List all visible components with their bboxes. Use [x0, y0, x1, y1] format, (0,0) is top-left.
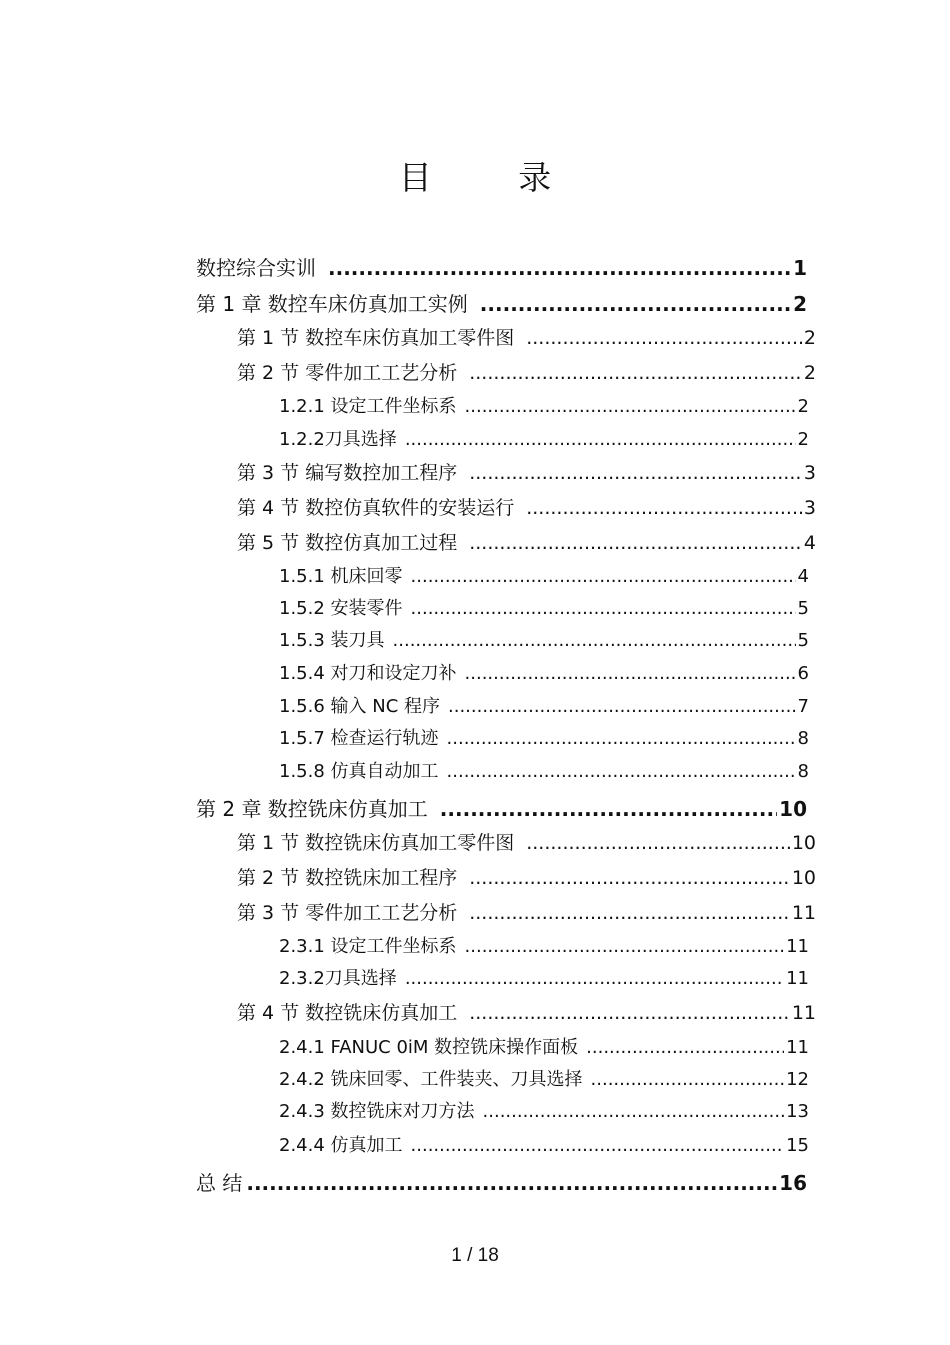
toc-entry-page: 13 [786, 1101, 809, 1122]
toc-leader-dots [469, 462, 802, 484]
toc-entry-page: 6 [797, 663, 809, 684]
toc-entry[interactable] [237, 358, 816, 388]
toc-entry[interactable] [279, 964, 809, 994]
toc-entry-label: 1.2.1 设定工件坐标系 [279, 396, 457, 417]
toc-entry[interactable] [279, 1033, 809, 1063]
toc-entry-label: 第 2 章 数控铣床仿真加工 [196, 797, 428, 821]
toc-entry[interactable] [237, 528, 816, 558]
toc-leader-dots [405, 968, 784, 989]
toc-leader-dots [411, 598, 796, 619]
toc-entry[interactable] [279, 562, 809, 592]
toc-entry-label: 1.5.1 机床回零 [279, 566, 403, 587]
toc-entry-page: 2 [803, 362, 816, 384]
toc-entry[interactable] [237, 863, 816, 893]
toc-entry-page: 2 [803, 327, 816, 349]
toc-entry-label: 2.4.2 铣床回零、工件装夹、刀具选择 [279, 1069, 583, 1090]
toc-entry[interactable] [237, 458, 816, 488]
toc-leader-dots [440, 797, 777, 821]
toc-entry-label: 第 3 节 零件加工工艺分析 [237, 902, 458, 924]
toc-leader-dots [591, 1069, 785, 1090]
toc-entry-page: 11 [786, 1037, 809, 1058]
toc-entry[interactable] [196, 288, 807, 318]
toc-entry-page: 15 [786, 1135, 809, 1156]
toc-leader-dots [465, 936, 785, 957]
toc-entry-label: 总 结 [196, 1171, 243, 1195]
toc-entry-page: 8 [797, 728, 809, 749]
toc-entry-label: 第 1 章 数控车床仿真加工实例 [196, 292, 468, 316]
toc-entry-label: 第 2 节 零件加工工艺分析 [237, 362, 458, 384]
toc-entry[interactable] [279, 594, 809, 624]
toc-entry[interactable] [196, 793, 807, 823]
page-title: 目 录 [398, 158, 590, 197]
toc-entry[interactable] [237, 898, 816, 928]
page-number: 1 / 18 [451, 1245, 499, 1266]
toc-leader-dots [411, 566, 796, 587]
toc-entry-page: 4 [797, 566, 809, 587]
toc-leader-dots [465, 396, 796, 417]
toc-entry[interactable] [237, 998, 816, 1028]
toc-entry-label: 第 4 节 数控铣床仿真加工 [237, 1002, 458, 1024]
toc-entry-page: 2 [797, 429, 809, 450]
toc-entry-page: 2 [797, 396, 809, 417]
toc-leader-dots [328, 256, 791, 280]
toc-entry[interactable] [237, 323, 816, 353]
toc-entry[interactable] [196, 252, 807, 282]
toc-entry-page: 8 [797, 761, 809, 782]
toc-entry-page: 3 [803, 462, 816, 484]
toc-entry-label: 第 4 节 数控仿真软件的安装运行 [237, 497, 515, 519]
toc-leader-dots [526, 832, 790, 854]
toc-entry[interactable] [237, 828, 816, 858]
toc-entry-page: 4 [803, 532, 816, 554]
toc-entry-label: 2.3.2刀具选择 [279, 968, 397, 989]
toc-entry-page: 5 [797, 598, 809, 619]
toc-entry[interactable] [196, 1167, 807, 1197]
toc-leader-dots [246, 1171, 777, 1195]
toc-leader-dots [469, 362, 802, 384]
toc-entry-label: 第 1 节 数控车床仿真加工零件图 [237, 327, 515, 349]
toc-entry[interactable] [279, 757, 809, 787]
toc-leader-dots [393, 630, 796, 651]
toc-entry-label: 1.5.4 对刀和设定刀补 [279, 663, 457, 684]
toc-entry-page: 10 [791, 867, 816, 889]
toc-entry-page: 3 [803, 497, 816, 519]
toc-entry-page: 16 [779, 1171, 807, 1195]
toc-entry-page: 11 [786, 968, 809, 989]
toc-entry-page: 11 [786, 936, 809, 957]
toc-entry[interactable] [279, 1097, 809, 1127]
toc-leader-dots [526, 497, 802, 519]
toc-entry-page: 11 [791, 902, 816, 924]
toc-leader-dots [447, 761, 796, 782]
toc-entry-label: 2.4.3 数控铣床对刀方法 [279, 1101, 475, 1122]
toc-entry-page: 7 [797, 696, 809, 717]
toc-leader-dots [465, 663, 796, 684]
toc-entry-label: 数控综合实训 [196, 256, 316, 280]
toc-entry-page: 1 [793, 256, 807, 280]
toc-leader-dots [448, 696, 796, 717]
toc-entry[interactable] [279, 425, 809, 455]
toc-entry-label: 1.5.3 装刀具 [279, 630, 385, 651]
toc-leader-dots [526, 327, 802, 349]
toc-entry-label: 第 5 节 数控仿真加工过程 [237, 532, 458, 554]
toc-entry-label: 1.5.8 仿真自动加工 [279, 761, 439, 782]
toc-entry-page: 11 [791, 1002, 816, 1024]
toc-entry[interactable] [237, 493, 816, 523]
toc-leader-dots [586, 1037, 784, 1058]
toc-entry[interactable] [279, 1131, 809, 1161]
toc-entry-label: 1.5.7 检查运行轨迹 [279, 728, 439, 749]
toc-entry-label: 第 3 节 编写数控加工程序 [237, 462, 458, 484]
toc-leader-dots [469, 1002, 790, 1024]
toc-entry-page: 12 [786, 1069, 809, 1090]
toc-entry-label: 1.5.6 输入 NC 程序 [279, 696, 440, 717]
toc-leader-dots [469, 867, 790, 889]
toc-entry[interactable] [279, 392, 809, 422]
toc-entry[interactable] [279, 626, 809, 656]
toc-entry-label: 第 1 节 数控铣床仿真加工零件图 [237, 832, 515, 854]
toc-leader-dots [447, 728, 796, 749]
toc-leader-dots [469, 532, 802, 554]
toc-leader-dots [405, 429, 796, 450]
toc-entry[interactable] [279, 692, 809, 722]
toc-entry-page: 10 [791, 832, 816, 854]
toc-entry[interactable] [279, 1065, 809, 1095]
toc-entry-label: 1.5.2 安装零件 [279, 598, 403, 619]
toc-entry-label: 2.4.4 仿真加工 [279, 1135, 403, 1156]
toc-entry-label: 1.2.2刀具选择 [279, 429, 397, 450]
toc-entry[interactable] [279, 724, 809, 754]
toc-entry-page: 5 [797, 630, 809, 651]
toc-entry-page: 10 [779, 797, 807, 821]
toc-entry[interactable] [279, 659, 809, 689]
toc-leader-dots [469, 902, 790, 924]
toc-entry-label: 2.4.1 FANUC 0iM 数控铣床操作面板 [279, 1037, 579, 1058]
toc-leader-dots [483, 1101, 785, 1122]
toc-entry[interactable] [279, 932, 809, 962]
toc-leader-dots [411, 1135, 785, 1156]
toc-leader-dots [480, 292, 791, 316]
toc-entry-label: 2.3.1 设定工件坐标系 [279, 936, 457, 957]
toc-entry-page: 2 [793, 292, 807, 316]
toc-entry-label: 第 2 节 数控铣床加工程序 [237, 867, 458, 889]
